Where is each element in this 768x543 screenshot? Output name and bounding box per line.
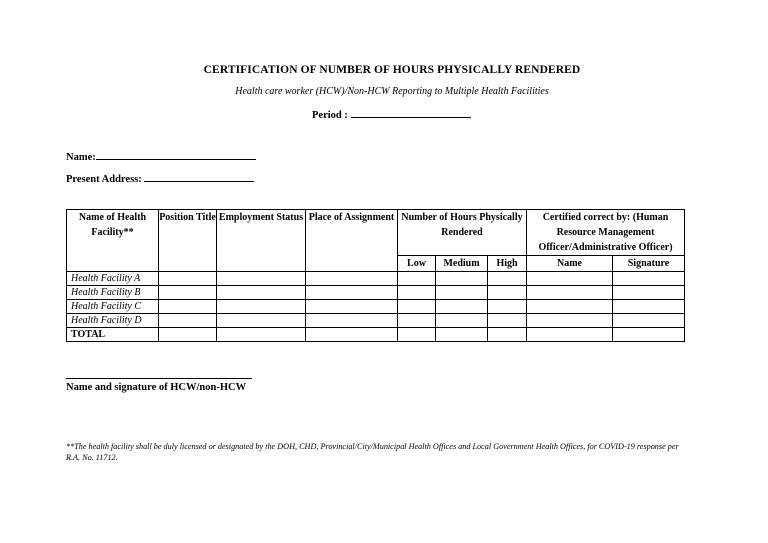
table-cell[interactable] (613, 328, 685, 342)
signature-line[interactable] (66, 378, 252, 379)
name-label: Name: (66, 152, 96, 163)
table-cell[interactable] (613, 272, 685, 286)
period-label: Period : (312, 110, 348, 121)
table-cell[interactable] (527, 300, 613, 314)
subheader-low: Low (398, 256, 436, 272)
table-cell[interactable] (159, 328, 217, 342)
table-cell[interactable] (488, 272, 527, 286)
subheader-name: Name (527, 256, 613, 272)
period-field (312, 107, 471, 121)
table-row (67, 286, 685, 300)
table-cell[interactable] (159, 286, 217, 300)
table-cell[interactable] (488, 328, 527, 342)
table-cell[interactable] (488, 300, 527, 314)
table-row (67, 272, 685, 286)
table-cell[interactable] (436, 314, 488, 328)
table-cell[interactable] (436, 300, 488, 314)
table-cell[interactable] (217, 328, 306, 342)
hours-table (66, 209, 685, 342)
header-hours: Number of Hours Physically Rendered (398, 210, 527, 256)
table-cell[interactable] (527, 286, 613, 300)
table-cell[interactable] (527, 314, 613, 328)
table-cell[interactable] (613, 300, 685, 314)
table-cell[interactable] (306, 328, 398, 342)
table-total-row (67, 328, 685, 342)
subheader-signature: Signature (613, 256, 685, 272)
header-assignment: Place of Assignment (306, 210, 398, 272)
table-cell[interactable] (613, 314, 685, 328)
table-cell[interactable] (527, 272, 613, 286)
header-facility: Name of Health Facility** (67, 210, 159, 272)
table-cell[interactable] (398, 286, 436, 300)
table-cell[interactable] (436, 328, 488, 342)
address-input-line[interactable] (144, 171, 254, 182)
table-cell[interactable] (217, 300, 306, 314)
table-cell[interactable] (398, 300, 436, 314)
table-cell[interactable] (159, 300, 217, 314)
table-cell[interactable] (398, 328, 436, 342)
footnote: **The health facility shall be duly licensed or designated by the DOH, CHD, Provincial/City/Municipal Health Offices and Local Government Health Offices, for COVID-19 response per R.A. No. 11712. (66, 442, 679, 462)
table-cell[interactable] (306, 314, 398, 328)
table-cell[interactable] (306, 286, 398, 300)
name-field (66, 149, 256, 163)
header-position: Position Title (159, 210, 217, 272)
table-cell[interactable] (306, 272, 398, 286)
document-title: CERTIFICATION OF NUMBER OF HOURS PHYSICALLY RENDERED (203, 64, 581, 76)
address-field (66, 171, 254, 185)
table-cell[interactable] (398, 314, 436, 328)
signature-label: Name and signature of HCW/non-HCW (66, 382, 247, 393)
table-cell[interactable] (306, 300, 398, 314)
table-cell[interactable] (217, 286, 306, 300)
table-cell[interactable] (436, 286, 488, 300)
facility-cell: Health Facility B (67, 286, 159, 300)
table-cell[interactable] (613, 286, 685, 300)
name-input-line[interactable] (96, 149, 256, 160)
table-cell[interactable] (217, 314, 306, 328)
table-cell[interactable] (436, 272, 488, 286)
table-cell[interactable] (398, 272, 436, 286)
table-cell[interactable] (488, 286, 527, 300)
subheader-high: High (488, 256, 527, 272)
subheader-medium: Medium (436, 256, 488, 272)
address-label: Present Address: (66, 174, 142, 185)
table-cell[interactable] (159, 314, 217, 328)
table-row (67, 314, 685, 328)
table-cell[interactable] (159, 272, 217, 286)
document-subtitle: Health care worker (HCW)/Non-HCW Reporting to Multiple Health Facilities (235, 86, 549, 97)
facility-cell: Health Facility A (67, 272, 159, 286)
header-certified: Certified correct by: (Human Resource Management Officer/Administrative Officer) (527, 210, 685, 256)
table-cell[interactable] (488, 314, 527, 328)
facility-cell: Health Facility D (67, 314, 159, 328)
table-cell[interactable] (527, 328, 613, 342)
header-employment: Employment Status (217, 210, 306, 272)
table-row (67, 300, 685, 314)
facility-cell: Health Facility C (67, 300, 159, 314)
total-label: TOTAL (67, 328, 159, 342)
period-input-line[interactable] (351, 107, 471, 118)
table-cell[interactable] (217, 272, 306, 286)
